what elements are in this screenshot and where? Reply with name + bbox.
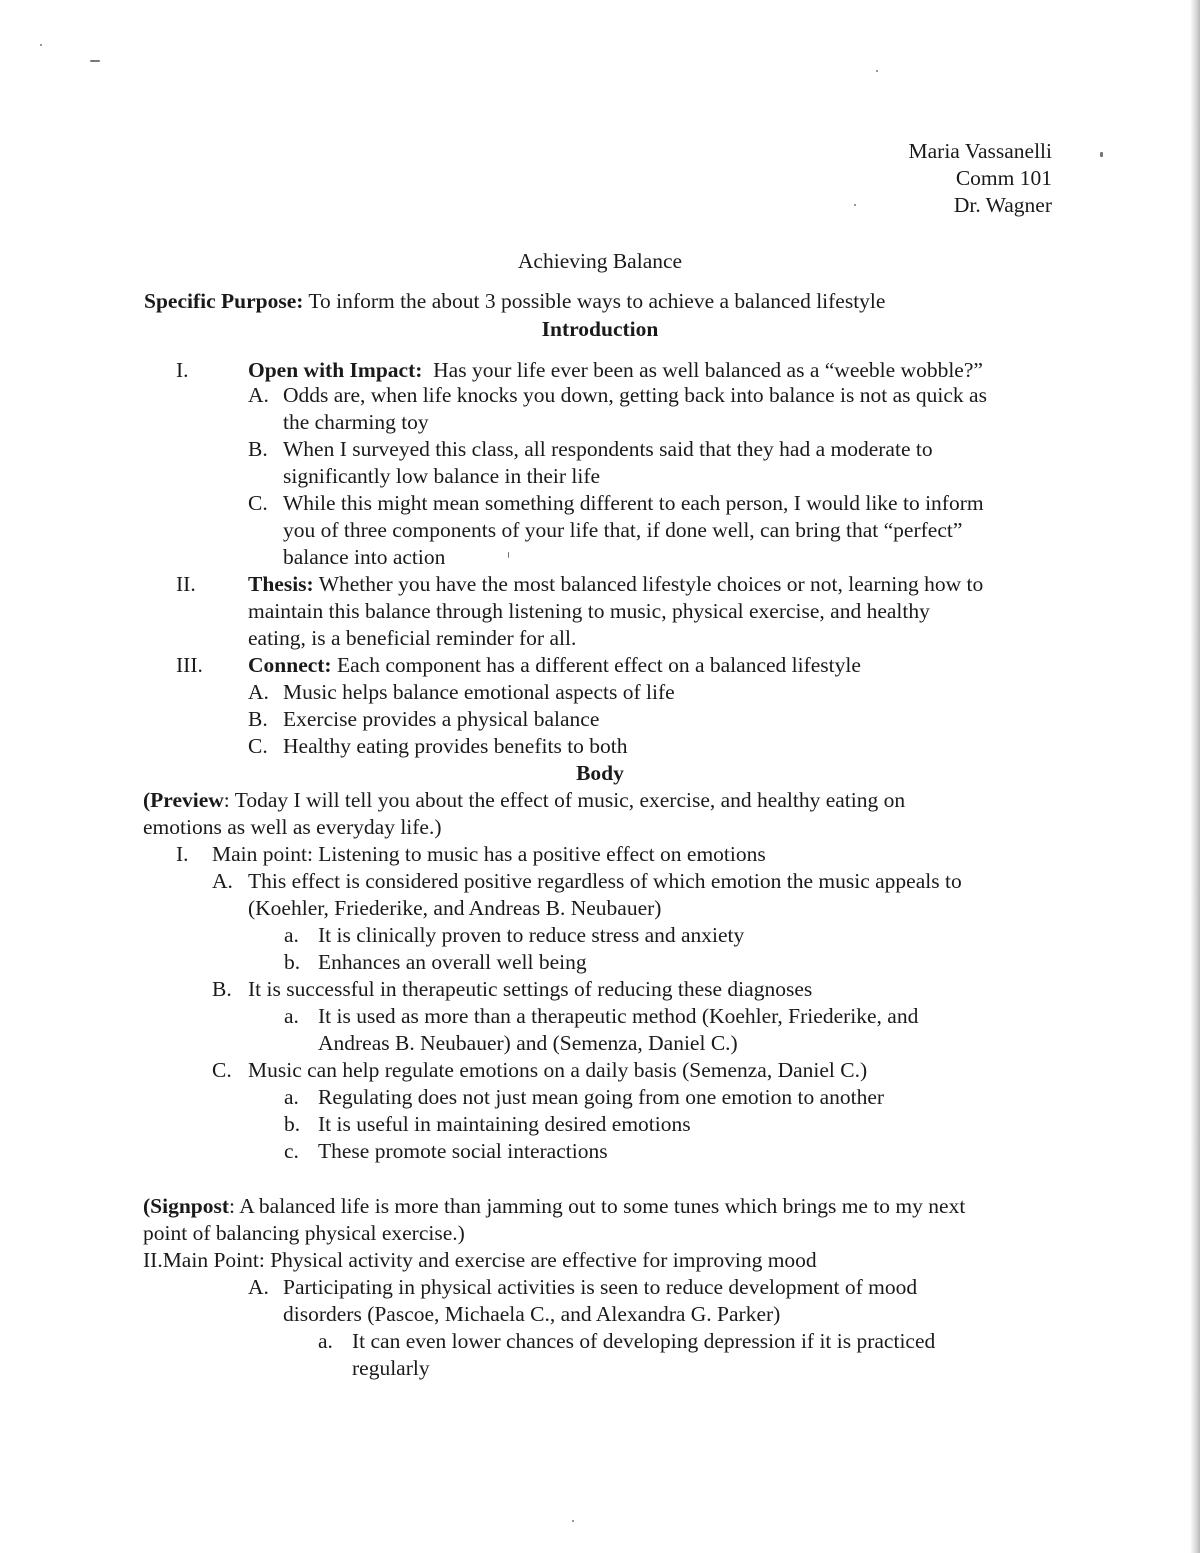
mp1-b-a-line-1: It is used as more than a therapeutic method (Koehler, Friederike, and [318,1004,919,1028]
intro-point-3-number: III. [176,653,203,677]
thesis-line-2: maintain this balance through listening to music, physical exercise, and healthy [248,599,930,623]
preview-label: Preview [150,788,224,812]
intro-point-2-number: II. [176,572,196,596]
signpost-text: : A balanced life is more than jamming out to some tunes which brings me to my next [229,1194,966,1218]
specific-purpose-text: To inform the about 3 possible ways to achieve a balanced lifestyle [303,289,886,313]
mp1-a-letter: A. [212,869,233,893]
mp1-c-a-letter: a. [284,1085,299,1109]
preview-text: : Today I will tell you about the effect of music, exercise, and healthy eating on [223,788,906,812]
intro-1c-line-1: While this might mean something different to each person, I would like to inform [283,491,984,515]
mp1-c-b-text: It is useful in maintaining desired emotions [318,1112,691,1136]
intro-1b-letter: B. [248,437,268,461]
mp1-a-a-letter: a. [284,923,299,947]
mp2-a-a-line-2: regularly [352,1356,430,1380]
mp1-c-a-text: Regulating does not just mean going from one emotion to another [318,1085,885,1109]
main-point-1-number: I. [176,842,189,866]
thesis-line-3: eating, is a beneficial reminder for all. [248,626,577,650]
connect-b-text: Exercise provides a physical balance [283,707,600,731]
open-with-impact-label: Open with Impact: [248,358,423,382]
body-heading: Body [576,761,624,785]
intro-1c-letter: C. [248,491,268,515]
thesis-line-1 [248,571,983,598]
mp1-c-letter: C. [212,1058,232,1082]
main-point-1-text: Main point: Listening to music has a positive effect on emotions [212,842,766,866]
mp1-c-b-letter: b. [284,1112,301,1136]
mp2-a-line-2: disorders (Pascoe, Michaela C., and Alexandra G. Parker) [283,1302,781,1326]
connect-c-letter: C. [248,734,268,758]
signpost-line-2: point of balancing physical exercise.) [143,1221,465,1245]
scan-speck [90,60,100,62]
mp1-a-line-1: This effect is considered positive regardless of which emotion the music appeals to [248,869,962,893]
connect-label: Connect: [248,653,332,677]
scan-speck [854,204,856,206]
course-name: Comm 101 [955,166,1052,190]
main-point-2-text: II.Main Point: Physical activity and exercise are effective for improving mood [143,1248,817,1272]
mp1-b-a-line-2: Andreas B. Neubauer) and (Semenza, Daniel C.) [318,1031,738,1055]
signpost-open-paren: ( [143,1194,151,1218]
mp1-a-b-letter: b. [284,950,301,974]
mp2-a-letter: A. [248,1275,269,1299]
mp1-a-a-text: It is clinically proven to reduce stress and anxiety [318,923,745,947]
thesis-label: Thesis: [248,572,314,596]
scan-speck [876,70,878,72]
intro-point-1-number: I. [176,358,189,382]
signpost-label: Signpost [150,1194,230,1218]
connect-a-text: Music helps balance emotional aspects of life [283,680,675,704]
author-name: Maria Vassanelli [908,139,1052,163]
intro-point-1 [248,357,983,384]
mp1-b-a-letter: a. [284,1004,299,1028]
scan-speck [572,1520,574,1522]
mp1-b-letter: B. [212,977,232,1001]
mp1-c-text: Music can help regulate emotions on a daily basis (Semenza, Daniel C.) [248,1058,868,1082]
mp1-c-c-letter: c. [284,1139,299,1163]
mp1-b-text: It is successful in therapeutic settings of reducing these diagnoses [248,977,813,1001]
connect-line [248,652,861,679]
intro-1a-line-2: the charming toy [283,410,429,434]
mp2-a-a-letter: a. [318,1329,333,1353]
connect-a-letter: A. [248,680,269,704]
document-title: Achieving Balance [517,249,683,273]
mp1-a-line-2: (Koehler, Friederike, and Andreas B. Neubauer) [248,896,662,920]
scan-speck [508,552,509,558]
instructor-name: Dr. Wagner [953,193,1052,217]
scan-edge-shadow [1190,0,1200,1553]
intro-1a-letter: A. [248,383,269,407]
connect-b-letter: B. [248,707,268,731]
preview-line-2: emotions as well as everyday life.) [143,815,442,839]
connect-text: Each component has a different effect on a balanced lifestyle [331,653,861,677]
specific-purpose [144,288,885,315]
open-with-impact-text: Has your life ever been as well balanced as a “weeble wobble?” [422,358,983,382]
connect-c-text: Healthy eating provides benefits to both [283,734,628,758]
preview-open-paren: ( [143,788,151,812]
mp1-c-c-text: These promote social interactions [318,1139,608,1163]
specific-purpose-label: Specific Purpose: [144,289,304,313]
thesis-text: Whether you have the most balanced lifestyle choices or not, learning how to [313,572,984,596]
mp2-a-a-line-1: It can even lower chances of developing depression if it is practiced [352,1329,936,1353]
mp1-a-b-text: Enhances an overall well being [318,950,587,974]
preview-line-1 [143,787,905,814]
introduction-heading: Introduction [541,317,659,341]
intro-1b-line-2: significantly low balance in their life [283,464,601,488]
intro-1a-line-1: Odds are, when life knocks you down, getting back into balance is not as quick as [283,383,987,407]
mp2-a-line-1: Participating in physical activities is seen to reduce development of mood [283,1275,918,1299]
scan-speck [40,44,42,46]
scan-speck [1100,152,1103,157]
signpost-line-1 [143,1193,965,1220]
intro-1b-line-1: When I surveyed this class, all respondents said that they had a moderate to [283,437,933,461]
intro-1c-line-2: you of three components of your life that, if done well, can bring that “perfect” [283,518,963,542]
intro-1c-line-3: balance into action [283,545,446,569]
